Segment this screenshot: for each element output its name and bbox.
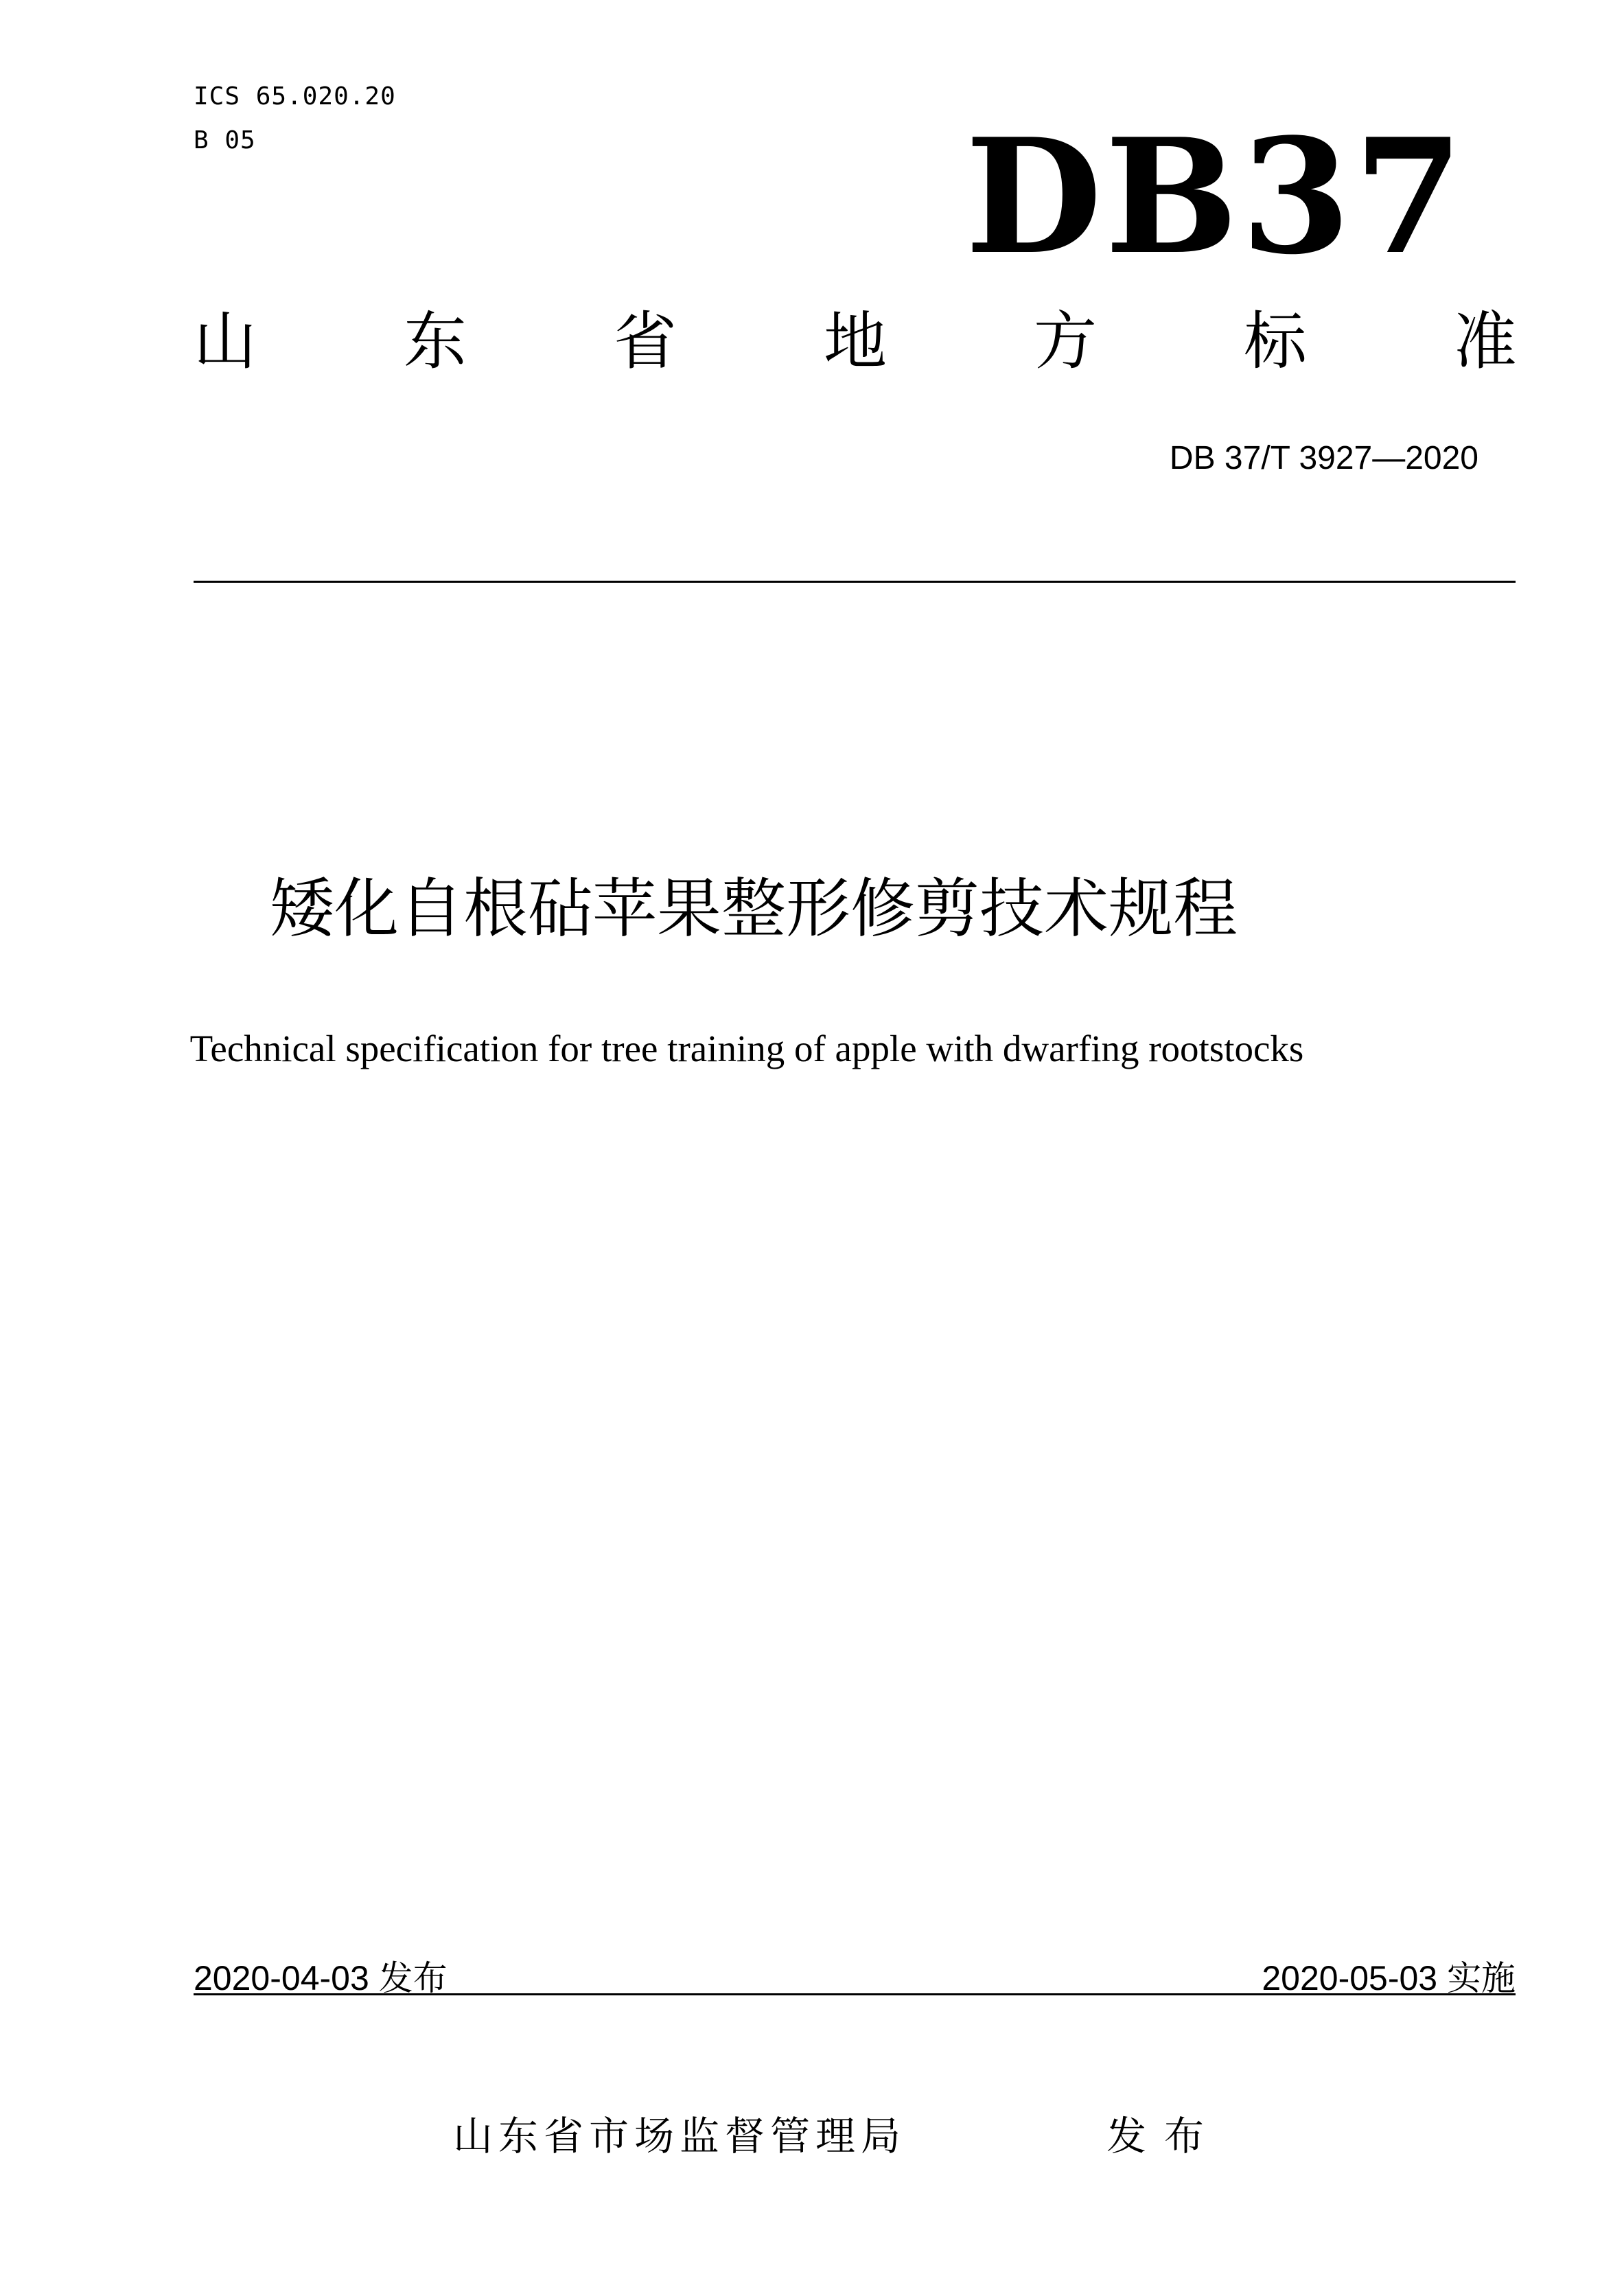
top-divider bbox=[194, 581, 1516, 583]
document-title-cn: 矮化自根砧苹果整形修剪技术规程 bbox=[269, 872, 1238, 947]
bottom-divider bbox=[194, 1993, 1516, 1995]
standard-type-char: 省 bbox=[613, 305, 677, 378]
standard-type-char: 准 bbox=[1453, 305, 1517, 378]
publish-label: 发布 bbox=[1106, 2113, 1222, 2159]
publisher-name: 山东省市场监督管理局 bbox=[453, 2113, 907, 2159]
ics-code: ICS 65.020.20 bbox=[194, 82, 396, 111]
implementation-date: 2020-05-03 实施 bbox=[1262, 1959, 1516, 1997]
standard-code-logo: DB37 bbox=[965, 104, 1466, 290]
standard-type-char: 标 bbox=[1243, 305, 1307, 378]
document-title-en: Technical specification for tree training of apple with dwarfing rootstocks bbox=[189, 1028, 1304, 1069]
standard-type-char: 山 bbox=[194, 305, 257, 378]
standard-type-char: 地 bbox=[823, 305, 887, 378]
standard-type-title bbox=[194, 305, 1517, 378]
issue-date: 2020-04-03 发布 bbox=[194, 1959, 448, 1997]
standard-number: DB 37/T 3927—2020 bbox=[1169, 440, 1478, 476]
standard-type-char: 方 bbox=[1033, 305, 1097, 378]
ccs-code: B 05 bbox=[194, 126, 256, 154]
standard-type-char: 东 bbox=[403, 305, 467, 378]
